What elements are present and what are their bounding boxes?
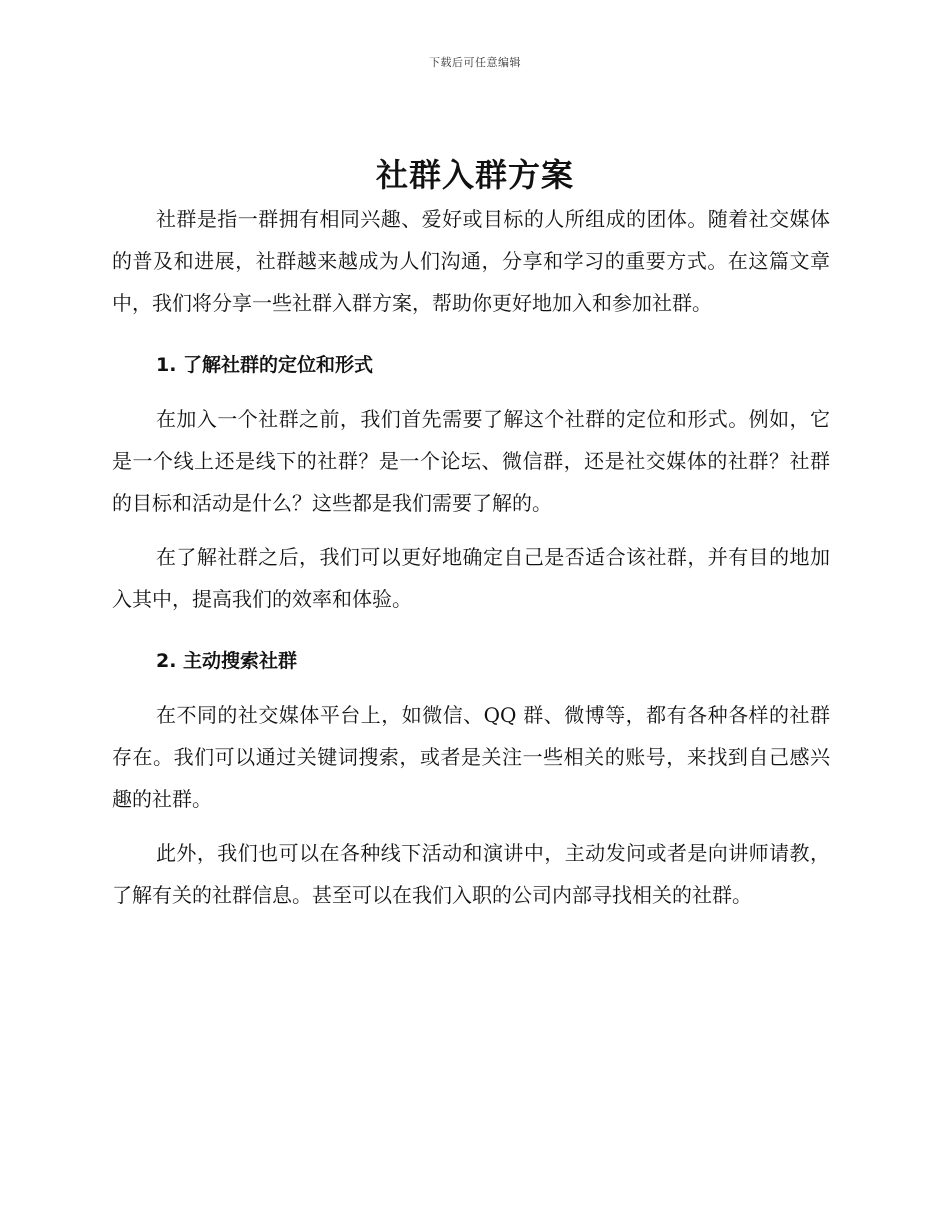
section-1-paragraph-1: 在加入一个社群之前，我们首先需要了解这个社群的定位和形式。例如，它是一个线上还是线下的社群？是一个论坛、微信群，还是社交媒体的社群？社群的目标和活动是什么？这些都是我们需要了解的。 <box>112 407 830 515</box>
document-body <box>112 198 830 916</box>
header-note: 下载后可任意编辑 <box>429 56 521 69</box>
section-2-paragraph-2: 此外，我们也可以在各种线下活动和演讲中，主动发问或者是向讲师请教，了解有关的社群信息。甚至可以在我们入职的公司内部寻找相关的社群。 <box>112 841 830 907</box>
section-1-paragraph-2: 在了解社群之后，我们可以更好地确定自己是否适合该社群，并有目的地加入其中，提高我们的效率和体验。 <box>112 545 830 611</box>
document-title: 社群入群方案 <box>375 156 574 194</box>
intro-paragraph: 社群是指一群拥有相同兴趣、爱好或目标的人所组成的团体。随着社交媒体的普及和进展，社群越来越成为人们沟通，分享和学习的重要方式。在这篇文章中，我们将分享一些社群入群方案，帮助你更好地加入和参加社群。 <box>112 207 830 315</box>
section-2-paragraph-1: 在不同的社交媒体平台上，如微信、QQ 群、微博等，都有各种各样的社群存在。我们可以通过关键词搜索，或者是关注一些相关的账号，来找到自己感兴趣的社群。 <box>112 703 830 811</box>
section-heading-1: 1. 了解社群的定位和形式 <box>156 354 374 376</box>
section-heading-2: 2. 主动搜索社群 <box>156 650 298 672</box>
